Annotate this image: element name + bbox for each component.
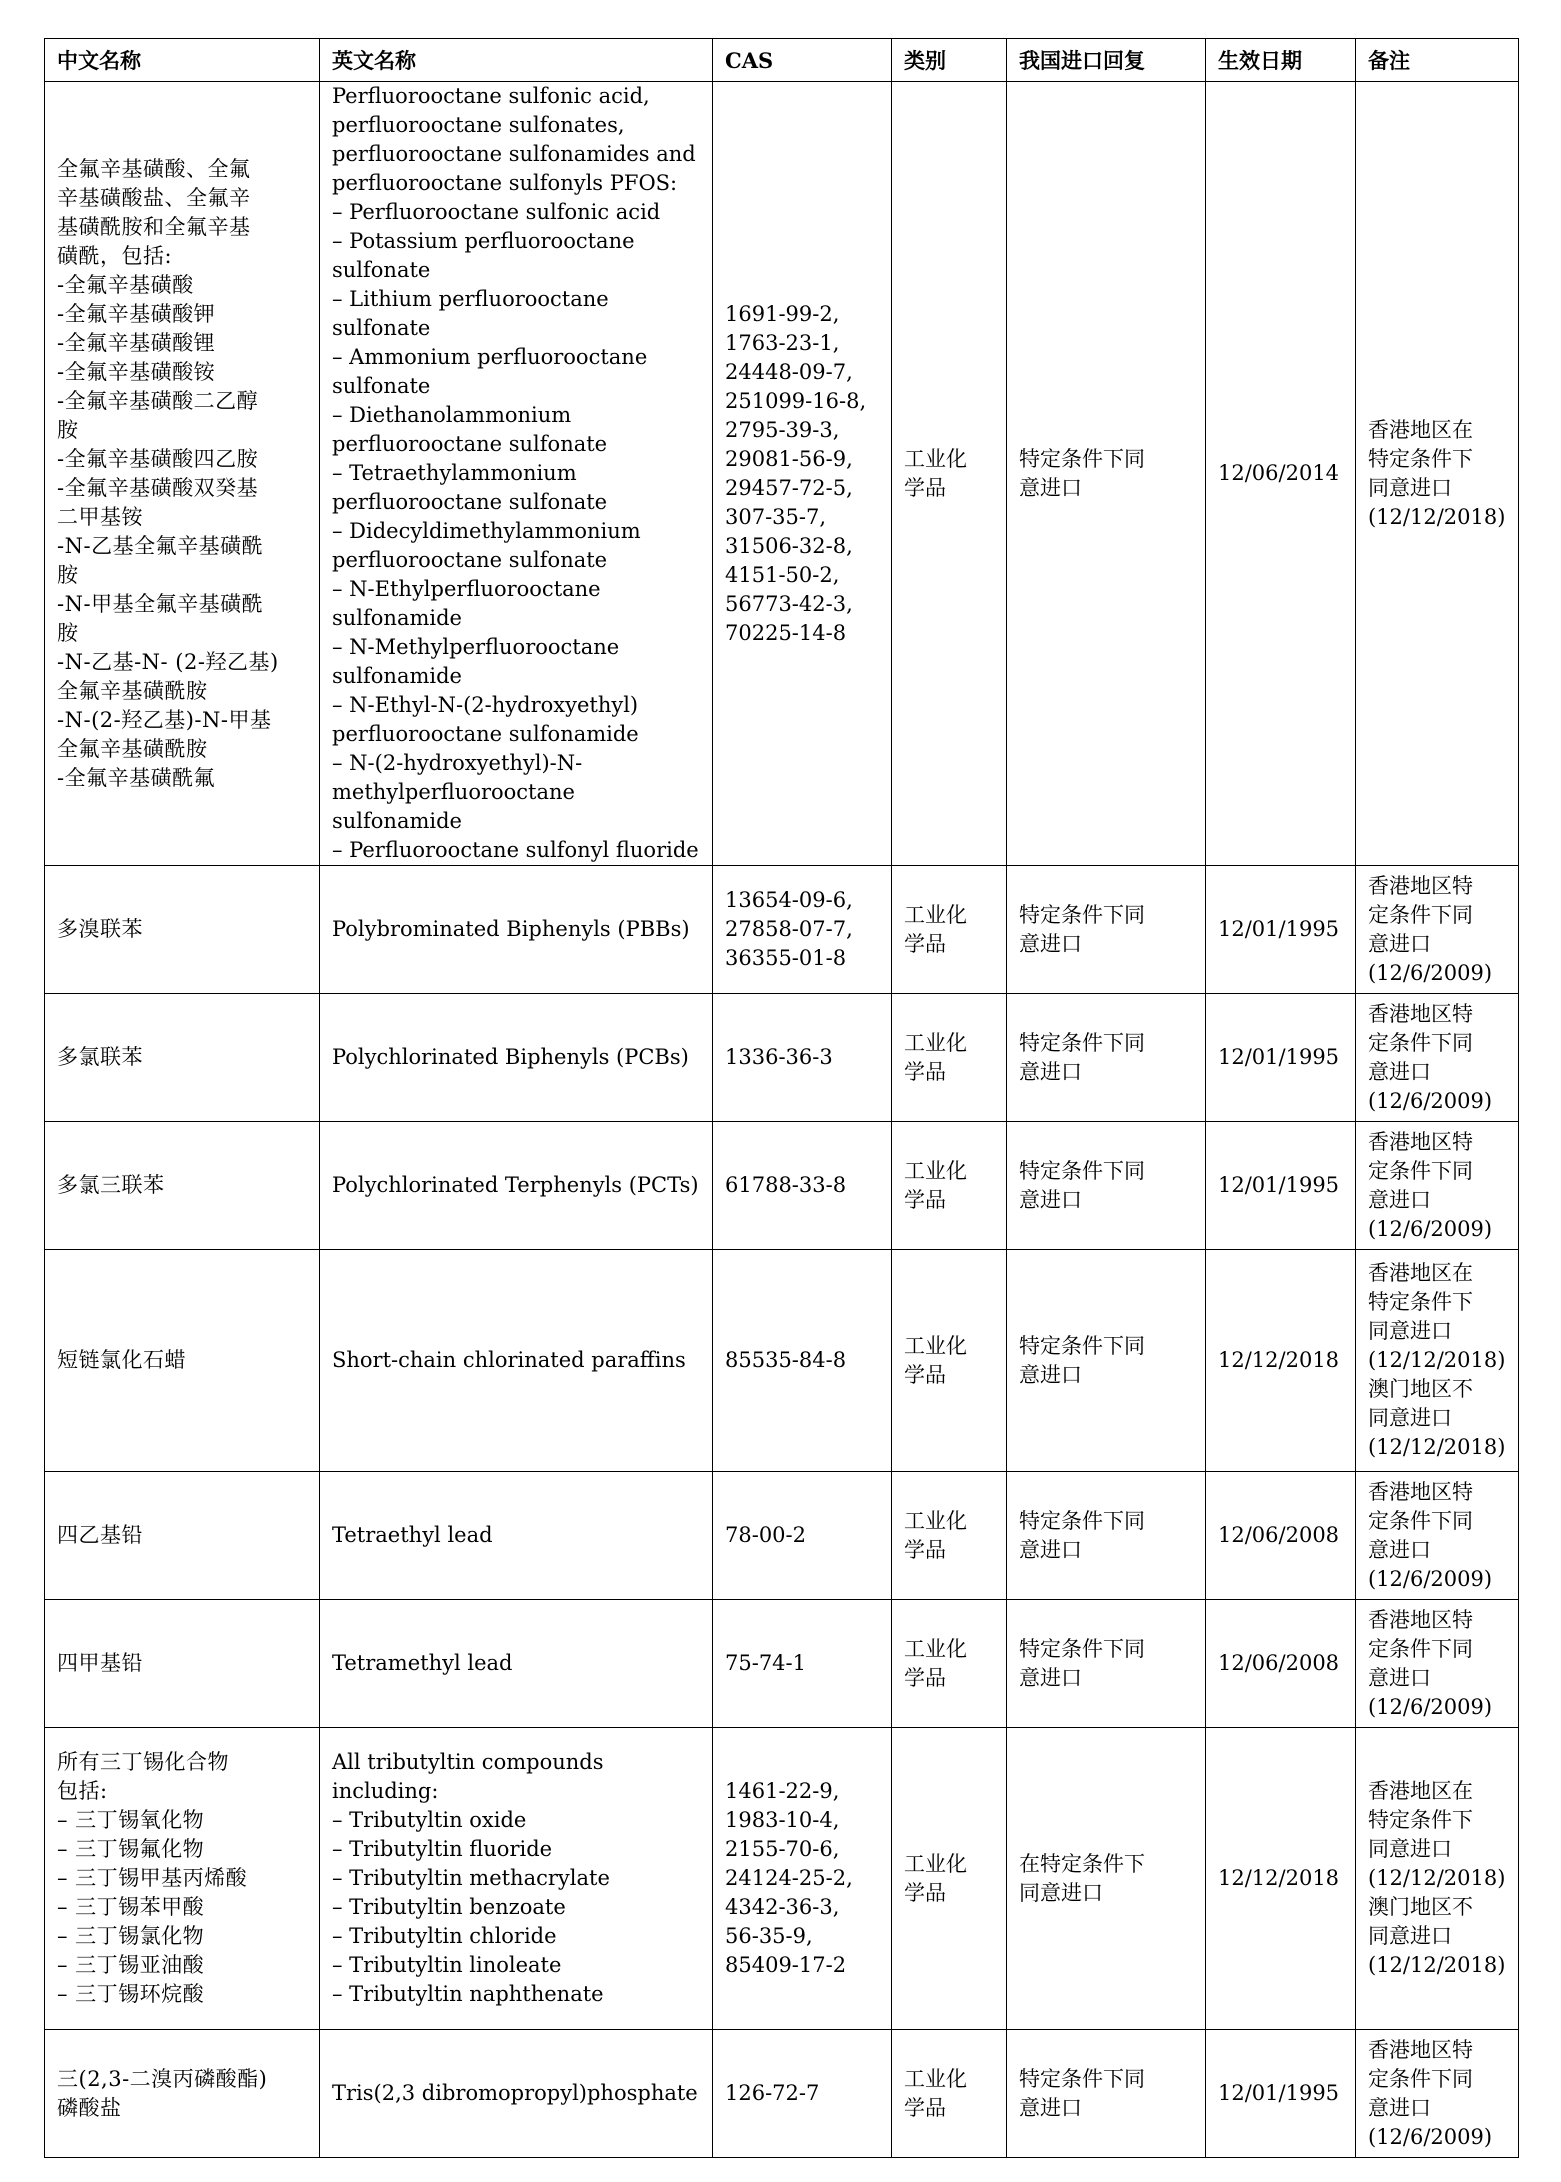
cell-english-name: Tetraethyl lead: [320, 1472, 713, 1600]
cell-english-name: Polychlorinated Terphenyls (PCTs): [320, 1122, 713, 1250]
cell-import-reply: 特定条件下同 意进口: [1007, 994, 1206, 1122]
cell-english-name: Perfluorooctane sulfonic acid, perfluorooctane sulfonates, perfluorooctane sulfonamides and perfluorooctane sulfonyls PFOS: – Perfluorooctane sulfonic acid – Potassium perfluorooctane sulfonate – Lithium perfluorooctane sulfonate – Ammonium perfluorooctane sulfonate – Diethanolammonium perfluorooctane sulfonate – Tetraethylammonium perfluorooctane sulfonate – Didecyldimethylammonium perfluorooctane sulfonate – N-Ethylperfluorooctane sulfonamide – N-Methylperfluorooctane sulfonamide – N-Ethyl-N-(2-hydroxyethyl) perfluorooctane sulfonamide – N-(2-hydroxyethyl)-N- methylperfluorooctane sulfonamide – Perfluorooctane sulfonyl fluoride: [320, 82, 713, 866]
header-english-name: 英文名称: [320, 39, 713, 82]
cell-cas: 78-00-2: [713, 1472, 892, 1600]
cell-chinese-name: 四甲基铅: [45, 1600, 320, 1728]
cell-chinese-name: 四乙基铅: [45, 1472, 320, 1600]
table-row: [45, 866, 1519, 994]
cell-chinese-name: 三(2,3-二溴丙磷酸酯) 磷酸盐: [45, 2030, 320, 2158]
cell-cas: 1691-99-2, 1763-23-1, 24448-09-7, 251099-16-8, 2795-39-3, 29081-56-9, 29457-72-5, 307-35-7, 31506-32-8, 4151-50-2, 56773-42-3, 70225-14-8: [713, 82, 892, 866]
cell-category: 工业化 学品: [892, 1250, 1007, 1472]
cell-note: 香港地区在 特定条件下 同意进口 (12/12/2018) 澳门地区不 同意进口 (12/12/2018): [1356, 1250, 1519, 1472]
cell-english-name: Polybrominated Biphenyls (PBBs): [320, 866, 713, 994]
table-row: [45, 1600, 1519, 1728]
cell-english-name: Tris(2,3 dibromopropyl)phosphate: [320, 2030, 713, 2158]
table-row: [45, 82, 1519, 866]
cell-category: 工业化 学品: [892, 2030, 1007, 2158]
cell-category: 工业化 学品: [892, 994, 1007, 1122]
cell-category: 工业化 学品: [892, 1600, 1007, 1728]
cell-import-reply: 特定条件下同 意进口: [1007, 1122, 1206, 1250]
cell-cas: 75-74-1: [713, 1600, 892, 1728]
cell-note: 香港地区特 定条件下同 意进口 (12/6/2009): [1356, 1122, 1519, 1250]
cell-cas: 1336-36-3: [713, 994, 892, 1122]
table-row: [45, 1250, 1519, 1472]
header-cas: CAS: [713, 39, 892, 82]
cell-category: 工业化 学品: [892, 1122, 1007, 1250]
cell-english-name: All tributyltin compounds including: – Tributyltin oxide – Tributyltin fluoride – Tributyltin methacrylate – Tributyltin benzoate – Tributyltin chloride – Tributyltin linoleate – Tributyltin naphthenate: [320, 1728, 713, 2030]
cell-note: 香港地区特 定条件下同 意进口 (12/6/2009): [1356, 866, 1519, 994]
cell-english-name: Short-chain chlorinated paraffins: [320, 1250, 713, 1472]
cell-cas: 13654-09-6, 27858-07-7, 36355-01-8: [713, 866, 892, 994]
cell-note: 香港地区在 特定条件下 同意进口 (12/12/2018): [1356, 82, 1519, 866]
cell-chinese-name: 全氟辛基磺酸、全氟 辛基磺酸盐、全氟辛 基磺酰胺和全氟辛基 磺酰，包括: -全氟辛基磺酸 -全氟辛基磺酸钾 -全氟辛基磺酸锂 -全氟辛基磺酸铵 -全氟辛基磺酸二乙醇 胺 -全氟辛基磺酸四乙胺 -全氟辛基磺酸双癸基 二甲基铵 -N-乙基全氟辛基磺酰 胺 -N-甲基全氟辛基磺酰 胺 -N-乙基-N- (2-羟乙基) 全氟辛基磺酰胺 -N-(2-羟乙基)-N-甲基 全氟辛基磺酰胺 -全氟辛基磺酰氟: [45, 82, 320, 866]
cell-chinese-name: 所有三丁锡化合物 包括: – 三丁锡氧化物 – 三丁锡氟化物 – 三丁锡甲基丙烯酸 – 三丁锡苯甲酸 – 三丁锡氯化物 – 三丁锡亚油酸 – 三丁锡环烷酸: [45, 1728, 320, 2030]
table-row: [45, 1728, 1519, 2030]
cell-import-reply: 特定条件下同 意进口: [1007, 1472, 1206, 1600]
cell-effective-date: 12/12/2018: [1206, 1250, 1356, 1472]
cell-category: 工业化 学品: [892, 82, 1007, 866]
cell-cas: 85535-84-8: [713, 1250, 892, 1472]
table-row: [45, 1472, 1519, 1600]
cell-category: 工业化 学品: [892, 1728, 1007, 2030]
table-row: [45, 994, 1519, 1122]
cell-note: 香港地区特 定条件下同 意进口 (12/6/2009): [1356, 994, 1519, 1122]
header-import-reply: 我国进口回复: [1007, 39, 1206, 82]
cell-import-reply: 在特定条件下 同意进口: [1007, 1728, 1206, 2030]
cell-import-reply: 特定条件下同 意进口: [1007, 2030, 1206, 2158]
cell-effective-date: 12/06/2008: [1206, 1600, 1356, 1728]
cell-effective-date: 12/01/1995: [1206, 2030, 1356, 2158]
header-note: 备注: [1356, 39, 1519, 82]
table-row: [45, 2030, 1519, 2158]
cell-cas: 1461-22-9, 1983-10-4, 2155-70-6, 24124-25-2, 4342-36-3, 56-35-9, 85409-17-2: [713, 1728, 892, 2030]
cell-english-name: Tetramethyl lead: [320, 1600, 713, 1728]
cell-note: 香港地区特 定条件下同 意进口 (12/6/2009): [1356, 1600, 1519, 1728]
cell-effective-date: 12/01/1995: [1206, 1122, 1356, 1250]
cell-note: 香港地区特 定条件下同 意进口 (12/6/2009): [1356, 2030, 1519, 2158]
cell-effective-date: 12/06/2014: [1206, 82, 1356, 866]
header-row: [45, 39, 1519, 82]
cell-chinese-name: 短链氯化石蜡: [45, 1250, 320, 1472]
table-row: [45, 1122, 1519, 1250]
cell-chinese-name: 多氯联苯: [45, 994, 320, 1122]
cell-chinese-name: 多氯三联苯: [45, 1122, 320, 1250]
cell-note: 香港地区在 特定条件下 同意进口 (12/12/2018) 澳门地区不 同意进口 (12/12/2018): [1356, 1728, 1519, 2030]
cell-english-name: Polychlorinated Biphenyls (PCBs): [320, 994, 713, 1122]
cell-effective-date: 12/12/2018: [1206, 1728, 1356, 2030]
cell-cas: 61788-33-8: [713, 1122, 892, 1250]
cell-cas: 126-72-7: [713, 2030, 892, 2158]
cell-effective-date: 12/06/2008: [1206, 1472, 1356, 1600]
cell-note: 香港地区特 定条件下同 意进口 (12/6/2009): [1356, 1472, 1519, 1600]
cell-import-reply: 特定条件下同 意进口: [1007, 1250, 1206, 1472]
cell-chinese-name: 多溴联苯: [45, 866, 320, 994]
cell-import-reply: 特定条件下同 意进口: [1007, 82, 1206, 866]
chemical-import-table: [44, 38, 1519, 2158]
cell-effective-date: 12/01/1995: [1206, 994, 1356, 1122]
cell-effective-date: 12/01/1995: [1206, 866, 1356, 994]
cell-category: 工业化 学品: [892, 1472, 1007, 1600]
header-effective-date: 生效日期: [1206, 39, 1356, 82]
header-category: 类别: [892, 39, 1007, 82]
cell-import-reply: 特定条件下同 意进口: [1007, 866, 1206, 994]
cell-category: 工业化 学品: [892, 866, 1007, 994]
header-chinese-name: 中文名称: [45, 39, 320, 82]
cell-import-reply: 特定条件下同 意进口: [1007, 1600, 1206, 1728]
